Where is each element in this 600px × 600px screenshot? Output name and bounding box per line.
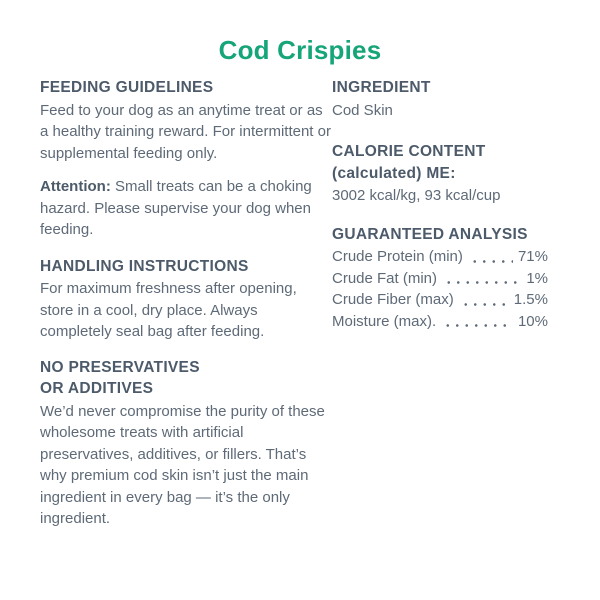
analysis-label: Crude Protein (min) xyxy=(332,248,463,265)
calorie-content-section xyxy=(332,141,548,207)
dot-leader xyxy=(461,302,509,307)
right-column xyxy=(332,77,548,530)
handling-instructions-section xyxy=(40,256,332,343)
no-preservatives-heading xyxy=(40,357,332,400)
analysis-value: 1% xyxy=(526,269,548,287)
dot-leader xyxy=(470,259,513,264)
calorie-content-value: 3002 kcal/kg, 93 kcal/cup xyxy=(332,187,501,204)
attention-note xyxy=(40,176,332,241)
attention-label: Attention: xyxy=(40,178,111,195)
dot-leader xyxy=(444,280,521,285)
handling-instructions-heading: HANDLING INSTRUCTIONS xyxy=(40,257,249,275)
handling-instructions-body: For maximum freshness after opening, store in a cool, dry place. Always completely seal bag after feeding. xyxy=(40,280,297,340)
no-preservatives-section xyxy=(40,357,332,530)
product-title: Cod Crispies xyxy=(218,35,382,65)
dot-leader xyxy=(443,323,513,328)
feeding-guidelines-body: Feed to your dog as an anytime treat or as a healthy training reward. For intermittent or supplemental feeding only. xyxy=(40,101,331,162)
analysis-value: 1.5% xyxy=(513,291,548,308)
guaranteed-analysis-section xyxy=(332,224,548,333)
no-preservatives-body: We’d never compromise the purity of these wholesome treats with artificial preservatives, additives, or fillers. That’s why premium cod skin isn’t just the main ingredient in every bag — it’s the only ingredient. xyxy=(40,402,325,527)
analysis-label: Moisture (max). xyxy=(332,312,437,330)
analysis-row-crude-protein xyxy=(332,246,548,268)
no-preservatives-heading-line2: OR ADDITIVES xyxy=(40,380,154,397)
guaranteed-analysis-heading: GUARANTEED ANALYSIS xyxy=(332,225,528,243)
feeding-guidelines-section xyxy=(40,77,332,241)
label-columns xyxy=(0,77,600,530)
ingredient-heading: INGREDIENT xyxy=(332,79,431,96)
ingredient-value: Cod Skin xyxy=(332,101,393,119)
calorie-content-heading-line1: CALORIE CONTENT xyxy=(332,143,486,160)
analysis-row-moisture xyxy=(332,311,548,333)
attention-text: Small treats can be a choking hazard. Please supervise your dog when feeding. xyxy=(40,178,312,238)
feeding-guidelines-heading: FEEDING GUIDELINES xyxy=(40,79,214,96)
analysis-label: Crude Fat (min) xyxy=(332,269,438,287)
no-preservatives-heading-line1: NO PRESERVATIVES xyxy=(40,358,200,376)
calorie-content-heading xyxy=(332,141,548,184)
calorie-content-heading-line2: (calculated) ME: xyxy=(332,164,456,182)
analysis-row-crude-fiber xyxy=(332,289,548,311)
analysis-value: 10% xyxy=(517,312,548,330)
left-column xyxy=(40,77,332,530)
ingredient-section xyxy=(332,77,548,121)
analysis-label: Crude Fiber (max) xyxy=(332,291,454,308)
analysis-value: 71% xyxy=(517,248,548,265)
analysis-row-crude-fat xyxy=(332,268,548,290)
